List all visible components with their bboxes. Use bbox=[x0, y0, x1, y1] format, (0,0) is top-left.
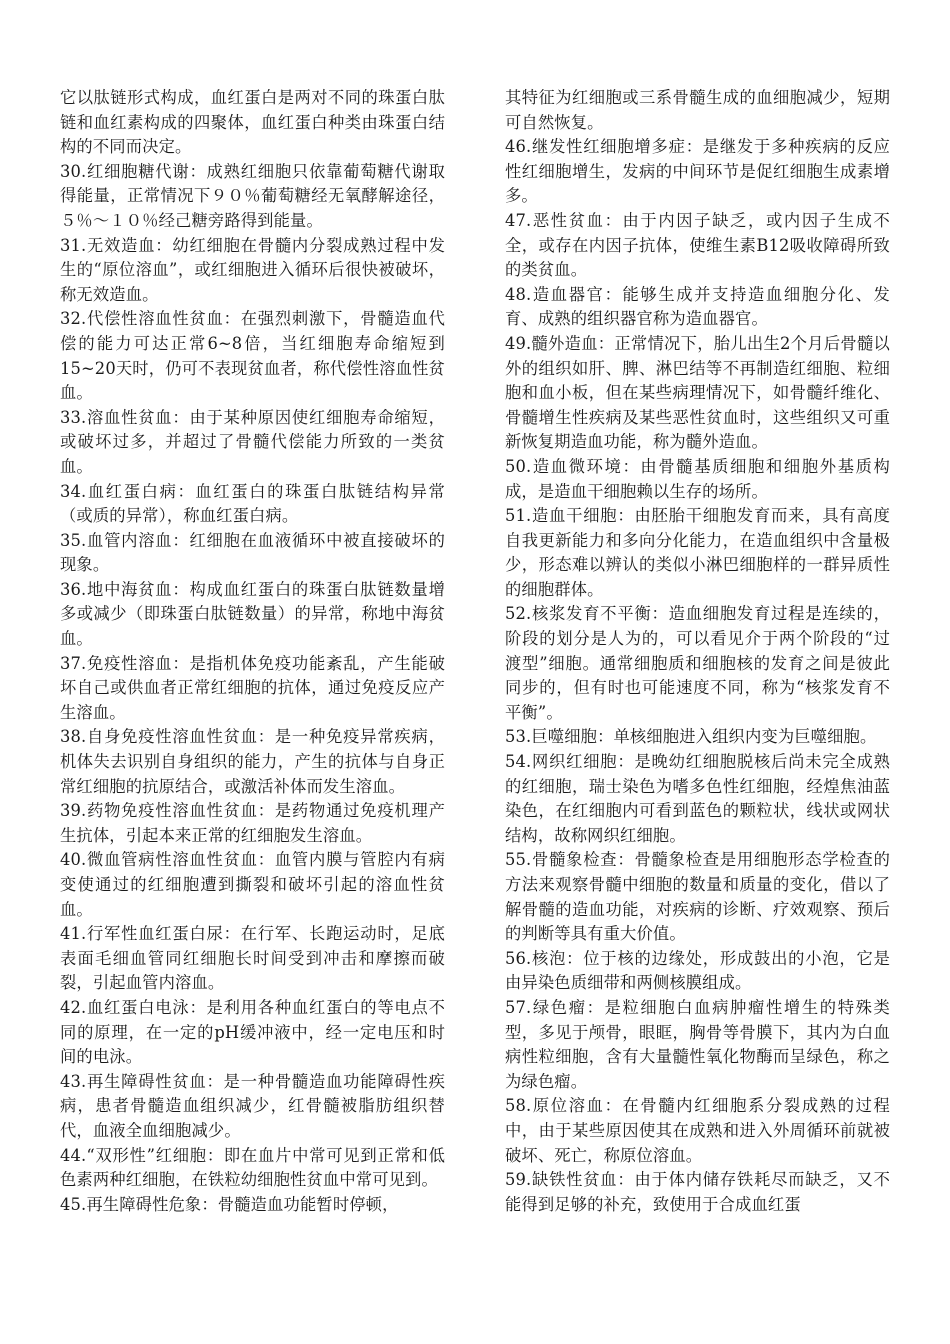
right-entry-8: 53.巨噬细胞：单核细胞进入组织内变为巨噬细胞。 bbox=[505, 727, 877, 747]
left-entry-1: 30.红细胞糖代谢：成熟红细胞只依靠葡萄糖代谢取得能量，正常情况下９０％葡萄糖经无氧酵解途径，５％～１０％经己糖旁路得到能量。 bbox=[60, 161, 445, 230]
right-entry-4: 49.髓外造血：正常情况下，胎儿出生2个月后骨髓以外的组织如肝、脾、淋巴结等不再制造红细胞、粒细胞和血小板，但在某些病理情况下，如骨髓纤维化、骨髓增生性疾病及某些恶性贫血时，这些组织又可重新恢复期造血功能，称为髓外造血。 bbox=[505, 333, 890, 452]
left-entry-3: 32.代偿性溶血性贫血：在强烈刺激下，骨髓造血代偿的能力可达正常6~8倍，当红细胞寿命缩短到15~20天时，仍可不表现贫血者，称代偿性溶血性贫血。 bbox=[60, 309, 445, 403]
left-entry-16: 45.再生障碍性危象：骨髓造血功能暂时停顿， bbox=[60, 1194, 399, 1214]
left-entry-14: 43.再生障碍性贫血：是一种骨髓造血功能障碍性疾病，患者骨髓造血组织减少，红骨髓被脂肪组织替代，血液全血细胞减少。 bbox=[60, 1071, 445, 1140]
right-entry-12: 57.绿色瘤：是粒细胞白血病肿瘤性增生的特殊类型，多见于颅骨，眼眶，胸骨等骨膜下，其内为白血病性粒细胞，含有大量髓性氧化物酶而呈绿色，称之为绿色瘤。 bbox=[505, 997, 890, 1091]
left-entry-5: 34.血红蛋白病：血红蛋白的珠蛋白肽链结构异常（或质的异常），称血红蛋白病。 bbox=[60, 481, 445, 526]
right-entry-2: 47.恶性贫血：由于内因子缺乏，或内因子生成不全，或存在内因子抗体，使维生素B12吸收障碍所致的类贫血。 bbox=[505, 210, 890, 280]
left-entry-7: 36.地中海贫血：构成血红蛋白的珠蛋白肽链数量增多或减少（即珠蛋白肽链数量）的异常，称地中海贫血。 bbox=[60, 579, 445, 649]
right-entry-9: 54.网织红细胞：是晚幼红细胞脱核后尚未完全成熟的红细胞，瑞士染色为嗜多色性红细胞，经煌焦油蓝染色，在红细胞内可看到蓝色的颗粒状，线状或网状结构，故称网织红细胞。 bbox=[505, 752, 890, 845]
right-entry-5: 50.造血微环境：由骨髓基质细胞和细胞外基质构成，是造血干细胞赖以生存的场所。 bbox=[505, 456, 890, 501]
left-column bbox=[60, 86, 445, 1217]
left-entry-11: 40.微血管病性溶血性贫血：血管内膜与管腔内有病变使通过的红细胞遭到撕裂和破坏引起的溶血性贫血。 bbox=[60, 850, 445, 919]
right-entry-3: 48.造血器官：能够生成并支持造血细胞分化、发育、成熟的组织器官称为造血器官。 bbox=[505, 284, 890, 329]
right-entry-13: 58.原位溶血：在骨髓内红细胞系分裂成熟的过程中，由于某些原因使其在成熟和进入外周循环前就被破坏、死亡，称原位溶血。 bbox=[505, 1096, 890, 1165]
right-entry-11: 56.核泡：位于核的边缘处，形成鼓出的小泡，它是由异染色质细带和两侧核膜组成。 bbox=[505, 948, 890, 993]
right-column bbox=[505, 86, 890, 1217]
left-entry-12: 41.行军性血红蛋白尿：在行军、长跑运动时，足底表面毛细血管同红细胞长时间受到冲击和摩擦而破裂，引起血管内溶血。 bbox=[60, 924, 445, 993]
left-entry-10: 39.药物免疫性溶血性贫血：是药物通过免疫机理产生抗体，引起本来正常的红细胞发生溶血。 bbox=[60, 801, 445, 845]
right-entry-6: 51.造血干细胞：由胚胎干细胞发育而来，具有高度自我更新能力和多向分化能力，在造血组织中含量极少，形态难以辨认的类似小淋巴细胞样的一群异质性的细胞群体。 bbox=[505, 506, 890, 599]
left-entry-13: 42.血红蛋白电泳：是利用各种血红蛋白的等电点不同的原理，在一定的pH缓冲液中，经一定电压和时间的电泳。 bbox=[60, 997, 445, 1067]
left-entry-4: 33.溶血性贫血：由于某种原因使红细胞寿命缩短，或破坏过多，并超过了骨髓代偿能力所致的一类贫血。 bbox=[60, 407, 445, 476]
right-entry-1: 46.继发性红细胞增多症：是继发于多种疾病的反应性红细胞增生，发病的中间环节是促红细胞生成素增多。 bbox=[505, 137, 890, 206]
right-entry-7: 52.核浆发育不平衡：造血细胞发育过程是连续的，阶段的划分是人为的，可以看见介于两个阶段的“过渡型”细胞。通常细胞质和细胞核的发育之间是彼此同步的，但有时也可能速度不同，称为“核浆发育不平衡”。 bbox=[505, 604, 890, 722]
left-entry-9: 38.自身免疫性溶血性贫血：是一种免疫异常疾病，机体失去识别自身组织的能力，产生的抗体与自身正常红细胞的抗原结合，或激活补体而发生溶血。 bbox=[60, 727, 445, 796]
right-entry-14: 59.缺铁性贫血：由于体内储存铁耗尽而缺乏，又不能得到足够的补充，致使用于合成血红蛋 bbox=[505, 1170, 890, 1214]
left-entry-8: 37.免疫性溶血：是指机体免疫功能紊乱，产生能破坏自己或供血者正常红细胞的抗体，通过免疫反应产生溶血。 bbox=[60, 653, 445, 722]
left-entry-15: 44.“双形性”红细胞：即在血片中常可见到正常和低色素两种红细胞，在铁粒幼细胞性贫血中常可见到。 bbox=[60, 1145, 445, 1190]
right-entry-0: 其特征为红细胞或三系骨髓生成的血细胞减少，短期可自然恢复。 bbox=[505, 88, 890, 132]
right-entry-10: 55.骨髓象检查：骨髓象检查是用细胞形态学检查的方法来观察骨髓中细胞的数量和质量的变化，借以了解骨髓的造血功能，对疾病的诊断、疗效观察、预后的判断等具有重大价值。 bbox=[505, 850, 890, 944]
left-entry-2: 31.无效造血：幼红细胞在骨髓内分裂成熟过程中发生的“原位溶血”，或红细胞进入循环后很快被破坏，称无效造血。 bbox=[60, 235, 445, 304]
left-entry-6: 35.血管内溶血：红细胞在血液循环中被直接破坏的现象。 bbox=[60, 530, 445, 575]
left-entry-0: 它以肽链形式构成，血红蛋白是两对不同的珠蛋白肽链和血红素构成的四聚体，血红蛋白种类由珠蛋白结构的不同而决定。 bbox=[60, 88, 445, 157]
